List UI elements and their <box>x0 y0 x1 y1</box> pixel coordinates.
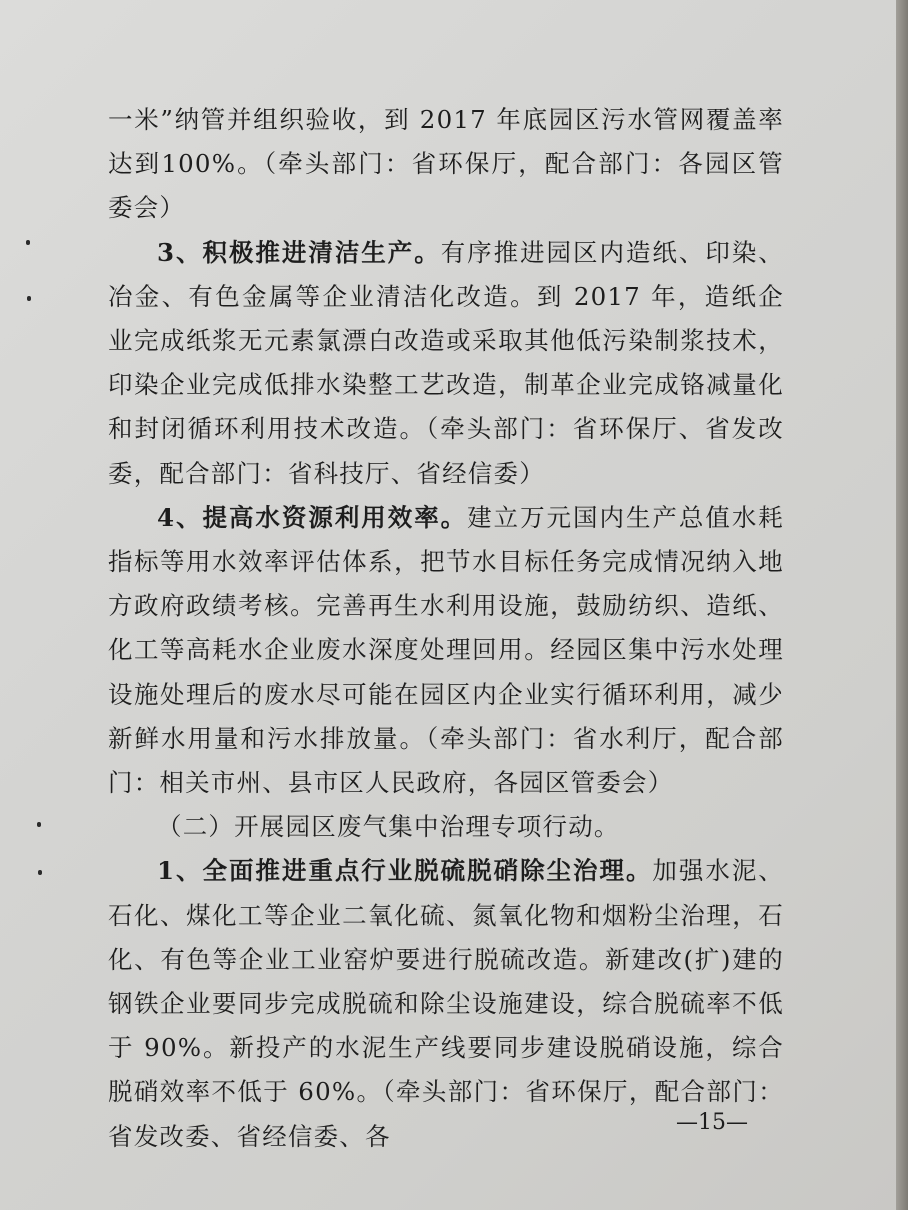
binding-hole <box>27 296 31 301</box>
continuation-paragraph <box>108 98 784 231</box>
item-lead: 3、积极推进清洁生产。 <box>157 237 441 267</box>
item-lead: 1、全面推进重点行业脱硫脱硝除尘治理。 <box>157 856 653 886</box>
item-lead: 4、提高水资源利用效率。 <box>157 502 468 532</box>
paragraph-text: 一米”纳管并组织验收，到 2017 年底园区污水管网覆盖率达到100%。（牵头部门：省环保厅，配合部门：各园区管委会） <box>108 105 784 223</box>
page-edge-shadow <box>896 0 908 1210</box>
item-paragraph-4 <box>108 496 784 805</box>
binding-hole <box>26 240 30 245</box>
section-heading-text: （二）开展园区废气集中治理专项行动。 <box>157 812 620 842</box>
item-text: 建立万元国内生产总值水耗指标等用水效率评估体系，把节水目标任务完成情况纳入地方政府政绩考核。完善再生水利用设施，鼓励纺织、造纸、化工等高耗水企业废水深度处理回用。经园区集中污水处理设施处理后的废水尽可能在园区内企业实行循环利用，减少新鲜水用量和污水排放量。（牵头部门：省水利厅，配合部门：相关市州、县市区人民政府，各园区管委会） <box>108 502 784 798</box>
binding-hole <box>37 822 41 827</box>
section-heading <box>108 805 784 849</box>
document-body <box>108 98 784 1159</box>
item-text: 加强水泥、石化、煤化工等企业二氧化硫、氮氧化物和烟粉尘治理，石化、有色等企业工业窑炉要进行脱硫改造。新建改(扩)建的钢铁企业要同步完成脱硫和除尘设施建设，综合脱硫率不低于 90%。新投产的水泥生产线要同步建设脱硝设施，综合脱硝效率不低于 60%。（牵头部门：省环保厅，配合部门：省发改委、省经信委、各 <box>108 856 784 1151</box>
binding-hole <box>38 870 42 875</box>
item-text: 有序推进园区内造纸、印染、冶金、有色金属等企业清洁化改造。到 2017 年，造纸企业完成纸浆无元素氯漂白改造或采取其他低污染制浆技术，印染企业完成低排水染整工艺改造，制革企业完成铬减量化和封闭循环利用技术改造。（牵头部门：省环保厅、省发改委，配合部门：省科技厅、省经信委） <box>108 237 784 488</box>
page-number: —15— <box>676 1110 748 1135</box>
item-paragraph-3 <box>108 231 784 496</box>
